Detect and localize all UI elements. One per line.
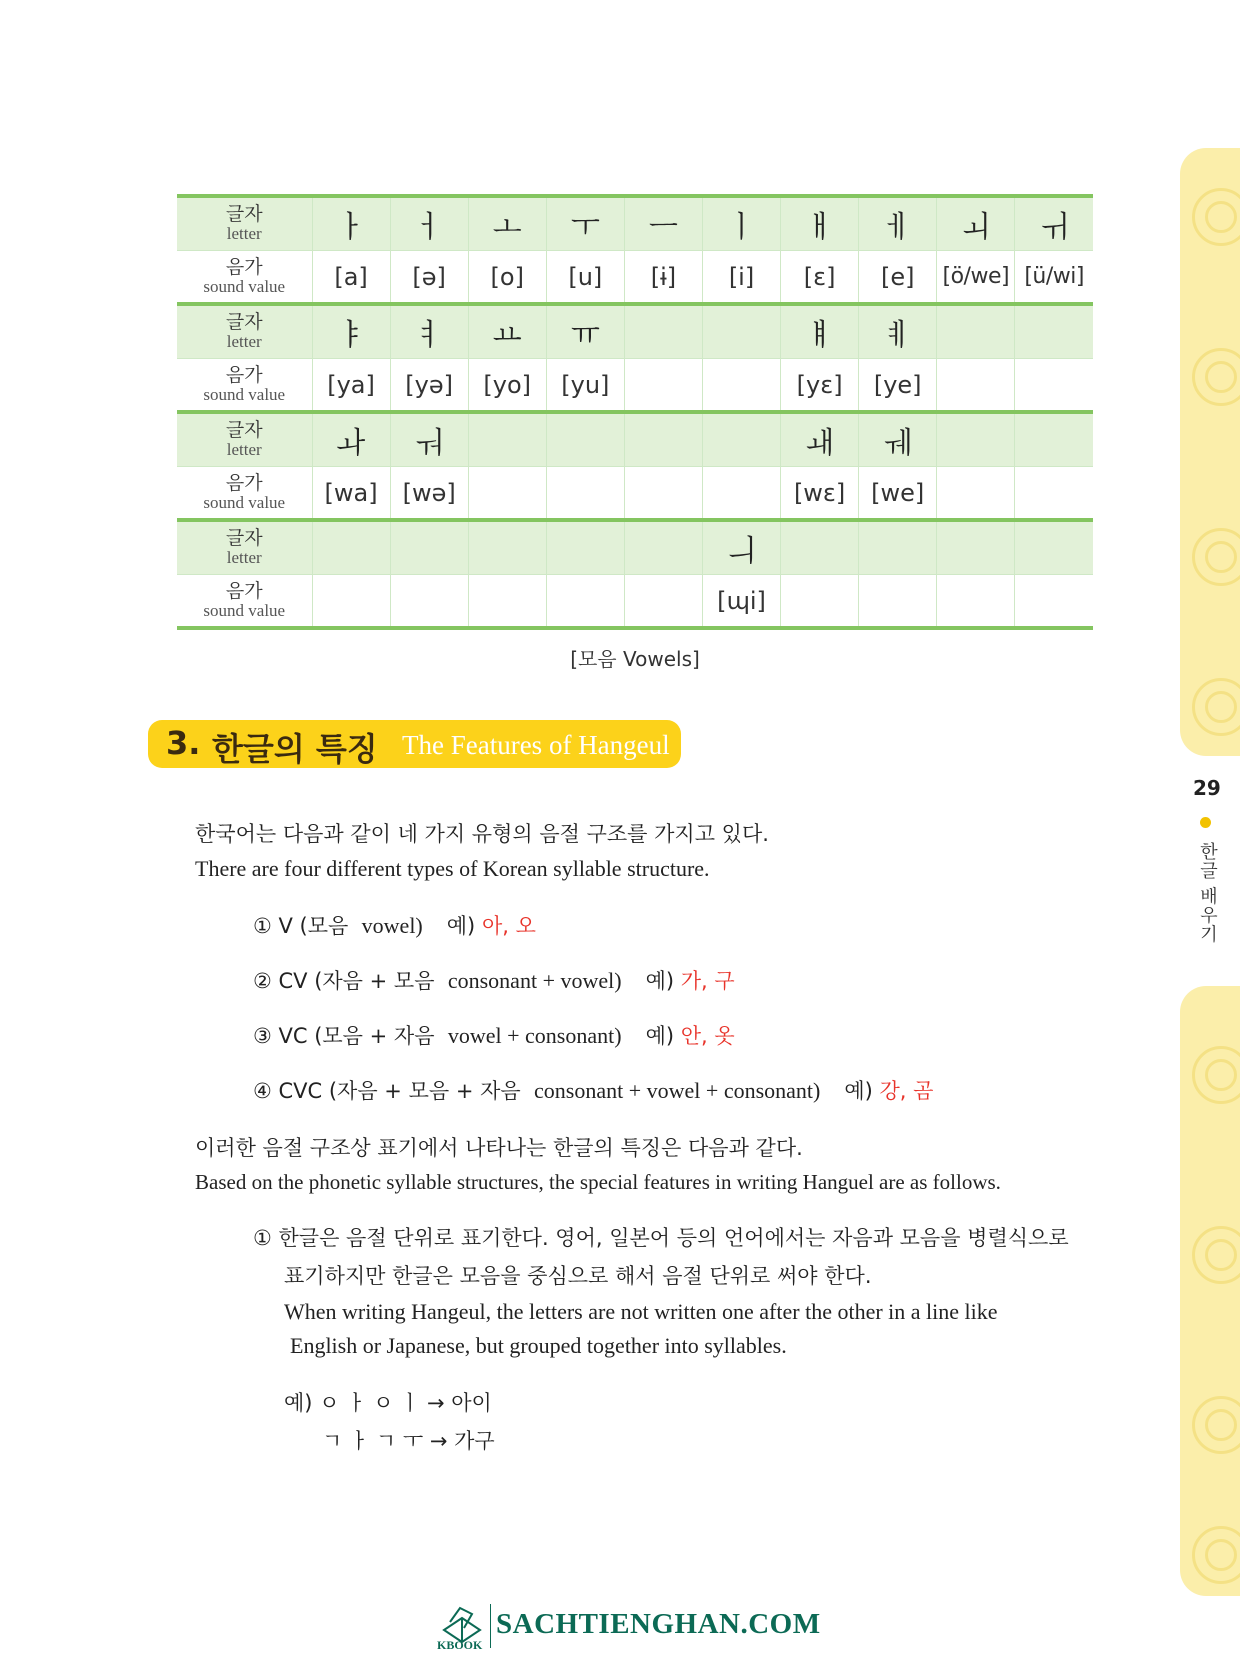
section-title-english: The Features of Hangeul xyxy=(402,730,670,760)
header-english: letter xyxy=(226,548,262,568)
footer-divider xyxy=(490,1604,491,1648)
vowel-letter xyxy=(624,304,702,359)
swirl-pattern-icon xyxy=(1192,678,1240,736)
header-korean: 글자 xyxy=(225,311,263,334)
vowel-letter: ㅏ xyxy=(312,196,390,251)
vowel-letter: ㅣ xyxy=(702,196,780,251)
vowel-letter: ㅘ xyxy=(312,412,390,467)
header-korean: 음가 xyxy=(225,255,263,278)
structure-english: vowel + consonant) xyxy=(447,1023,622,1048)
structure-item xyxy=(253,1075,933,1105)
vowel-letter: ㅟ xyxy=(1015,196,1093,251)
vowel-sound: [wa] xyxy=(312,467,390,521)
vowel-letter: ㅡ xyxy=(624,196,702,251)
letter-row xyxy=(177,412,1093,467)
vowel-sound xyxy=(937,467,1015,521)
vowel-letter xyxy=(937,412,1015,467)
section-title-korean: 한글의 특징 xyxy=(212,730,378,768)
header-korean: 글자 xyxy=(225,527,263,550)
vowel-sound: [i] xyxy=(702,251,780,305)
side-decor-bottom xyxy=(1180,986,1240,1596)
vowel-letter xyxy=(702,412,780,467)
feature-1-korean-line2: 표기하지만 한글은 모음을 중심으로 해서 음절 단위로 써야 한다. xyxy=(284,1264,872,1288)
vowel-sound xyxy=(468,467,546,521)
vowel-sound xyxy=(1015,575,1093,629)
sound-row xyxy=(177,467,1093,521)
vowel-letter: ㅢ xyxy=(702,520,780,575)
kbook-logo-text: KBOOK xyxy=(437,1638,483,1652)
structure-item xyxy=(253,910,536,940)
vowel-letter xyxy=(937,304,1015,359)
structure-label: ③ VC (모음 + 자음 xyxy=(253,1024,435,1048)
vowel-letter: ㅖ xyxy=(859,304,937,359)
vowel-sound xyxy=(624,359,702,413)
vowel-letter: ㅐ xyxy=(781,196,859,251)
feature-1-english-line1: When writing Hangeul, the letters are not written one after the other in a line like xyxy=(284,1299,998,1324)
vowel-sound: [ö/we] xyxy=(937,251,1015,305)
feature-1-english-line2: English or Japanese, but grouped together into syllables. xyxy=(290,1333,787,1358)
sound-header xyxy=(177,467,312,521)
vowel-sound xyxy=(546,575,624,629)
feature-1-korean-line1: ① 한글은 음절 단위로 표기한다. 영어, 일본어 등의 언어에서는 자음과 모음을 병렬식으로 xyxy=(253,1226,1069,1250)
feature-1-example-1: 예) ㅇ ㅏ ㅇ ㅣ → 아이 xyxy=(284,1391,492,1415)
structure-label: ④ CVC (자음 + 모음 + 자음 xyxy=(253,1079,521,1103)
example-label: 예) xyxy=(446,914,476,938)
swirl-pattern-icon xyxy=(1192,528,1240,586)
vowel-sound: [ya] xyxy=(312,359,390,413)
vowel-sound: [wɛ] xyxy=(781,467,859,521)
example-label: 예) xyxy=(645,1024,675,1048)
letter-row xyxy=(177,304,1093,359)
swirl-pattern-icon xyxy=(1192,348,1240,406)
vowel-sound: [ɰi] xyxy=(702,575,780,629)
intro-korean: 한국어는 다음과 같이 네 가지 유형의 음절 구조를 가지고 있다. xyxy=(195,822,769,846)
vowel-table xyxy=(177,194,1093,630)
vowel-letter: ㅛ xyxy=(468,304,546,359)
vowel-letter xyxy=(624,520,702,575)
vowel-sound: [u] xyxy=(546,251,624,305)
chapter-title: 한글 배우기 xyxy=(1197,842,1218,944)
vowel-letter: ㅠ xyxy=(546,304,624,359)
vowel-letter xyxy=(546,412,624,467)
vowel-sound: [ye] xyxy=(859,359,937,413)
vowel-sound: [yə] xyxy=(390,359,468,413)
header-english: sound value xyxy=(203,276,286,296)
header-korean: 글자 xyxy=(225,419,263,442)
vowel-letter: ㅜ xyxy=(546,196,624,251)
vowel-letter xyxy=(1015,520,1093,575)
header-korean: 글자 xyxy=(225,203,263,226)
vowel-sound xyxy=(546,467,624,521)
vowel-sound: [yu] xyxy=(546,359,624,413)
header-english: letter xyxy=(226,332,262,352)
swirl-pattern-icon xyxy=(1192,1226,1240,1284)
example-value: 가, 구 xyxy=(680,969,735,993)
vowel-letter: ㅑ xyxy=(312,304,390,359)
vowel-letter xyxy=(937,520,1015,575)
vowel-letter xyxy=(859,520,937,575)
header-english: letter xyxy=(226,440,262,460)
vowel-sound xyxy=(1015,467,1093,521)
features-intro-korean: 이러한 음절 구조상 표기에서 나타나는 한글의 특징은 다음과 같다. xyxy=(195,1136,803,1160)
vowel-letter: ㅔ xyxy=(859,196,937,251)
letter-header xyxy=(177,520,312,575)
vowel-sound xyxy=(702,467,780,521)
page-number: 29 xyxy=(1193,776,1221,800)
vowel-sound: [e] xyxy=(859,251,937,305)
sound-row xyxy=(177,575,1093,629)
vowel-sound xyxy=(390,575,468,629)
page-dot-icon xyxy=(1200,817,1211,828)
vowel-letter: ㅕ xyxy=(390,304,468,359)
section-number: 3. xyxy=(166,724,201,762)
vowel-sound xyxy=(1015,359,1093,413)
structure-english: consonant + vowel) xyxy=(447,968,622,993)
vowel-letter: ㅞ xyxy=(859,412,937,467)
vowel-sound xyxy=(624,467,702,521)
vowel-sound xyxy=(781,575,859,629)
header-korean: 음가 xyxy=(225,471,263,494)
header-english: sound value xyxy=(203,384,286,404)
header-korean: 음가 xyxy=(225,363,263,386)
vowel-sound xyxy=(937,575,1015,629)
structure-english: consonant + vowel + consonant) xyxy=(534,1078,821,1103)
letter-row xyxy=(177,520,1093,575)
vowel-letter xyxy=(390,520,468,575)
vowel-sound xyxy=(859,575,937,629)
swirl-pattern-icon xyxy=(1192,1396,1240,1454)
vowel-letter xyxy=(312,520,390,575)
vowel-letter xyxy=(546,520,624,575)
example-label: 예) xyxy=(844,1079,873,1103)
sound-row xyxy=(177,359,1093,413)
vowel-letter: ㅝ xyxy=(390,412,468,467)
example-value: 안, 옷 xyxy=(680,1024,735,1048)
sound-row xyxy=(177,251,1093,305)
vowel-sound: [we] xyxy=(859,467,937,521)
table-caption: [모음 Vowels] xyxy=(570,647,700,671)
vowel-sound xyxy=(624,575,702,629)
vowel-letter: ㅙ xyxy=(781,412,859,467)
features-intro-english: Based on the phonetic syllable structures, the special features in writing Hanguel are as follows. xyxy=(195,1170,1001,1194)
vowel-letter xyxy=(624,412,702,467)
sound-header xyxy=(177,251,312,305)
vowel-letter: ㅓ xyxy=(390,196,468,251)
intro-english: There are four different types of Korean syllable structure. xyxy=(195,856,710,881)
header-english: sound value xyxy=(203,600,286,620)
header-english: sound value xyxy=(203,492,286,512)
vowel-sound xyxy=(312,575,390,629)
feature-1-example-2: ㄱ ㅏ ㄱ ㅜ → 가구 xyxy=(322,1429,495,1453)
vowel-letter xyxy=(1015,304,1093,359)
structure-label: ① V (모음 xyxy=(253,914,349,938)
example-label: 예) xyxy=(645,969,675,993)
vowel-sound: [yo] xyxy=(468,359,546,413)
letter-header xyxy=(177,196,312,251)
vowel-sound: [ə] xyxy=(390,251,468,305)
sound-header xyxy=(177,575,312,629)
vowel-sound xyxy=(468,575,546,629)
vowel-sound xyxy=(937,359,1015,413)
vowel-sound: [ɛ] xyxy=(781,251,859,305)
sound-header xyxy=(177,359,312,413)
footer-website: SACHTIENGHAN.COM xyxy=(496,1608,821,1640)
header-english: letter xyxy=(226,224,262,244)
example-value: 아, 오 xyxy=(481,914,536,938)
vowel-sound: [wə] xyxy=(390,467,468,521)
vowel-letter xyxy=(468,412,546,467)
letter-header xyxy=(177,304,312,359)
swirl-pattern-icon xyxy=(1192,188,1240,246)
header-korean: 음가 xyxy=(225,579,263,602)
vowel-letter xyxy=(1015,412,1093,467)
vowel-sound: [o] xyxy=(468,251,546,305)
structure-item xyxy=(253,965,735,995)
letter-header xyxy=(177,412,312,467)
vowel-letter xyxy=(702,304,780,359)
vowel-sound xyxy=(702,359,780,413)
structure-english: vowel) xyxy=(361,913,423,938)
example-value: 강, 곰 xyxy=(879,1079,934,1103)
vowel-sound: [ü/wi] xyxy=(1015,251,1093,305)
swirl-pattern-icon xyxy=(1192,1526,1240,1584)
vowel-letter: ㅒ xyxy=(781,304,859,359)
structure-item xyxy=(253,1020,735,1050)
vowel-letter: ㅚ xyxy=(937,196,1015,251)
swirl-pattern-icon xyxy=(1192,1046,1240,1104)
vowel-letter xyxy=(468,520,546,575)
vowel-letter: ㅗ xyxy=(468,196,546,251)
vowel-letter xyxy=(781,520,859,575)
vowel-sound: [a] xyxy=(312,251,390,305)
letter-row xyxy=(177,196,1093,251)
vowel-sound: [ɨ] xyxy=(624,251,702,305)
vowel-sound: [yɛ] xyxy=(781,359,859,413)
structure-label: ② CV (자음 + 모음 xyxy=(253,969,435,993)
